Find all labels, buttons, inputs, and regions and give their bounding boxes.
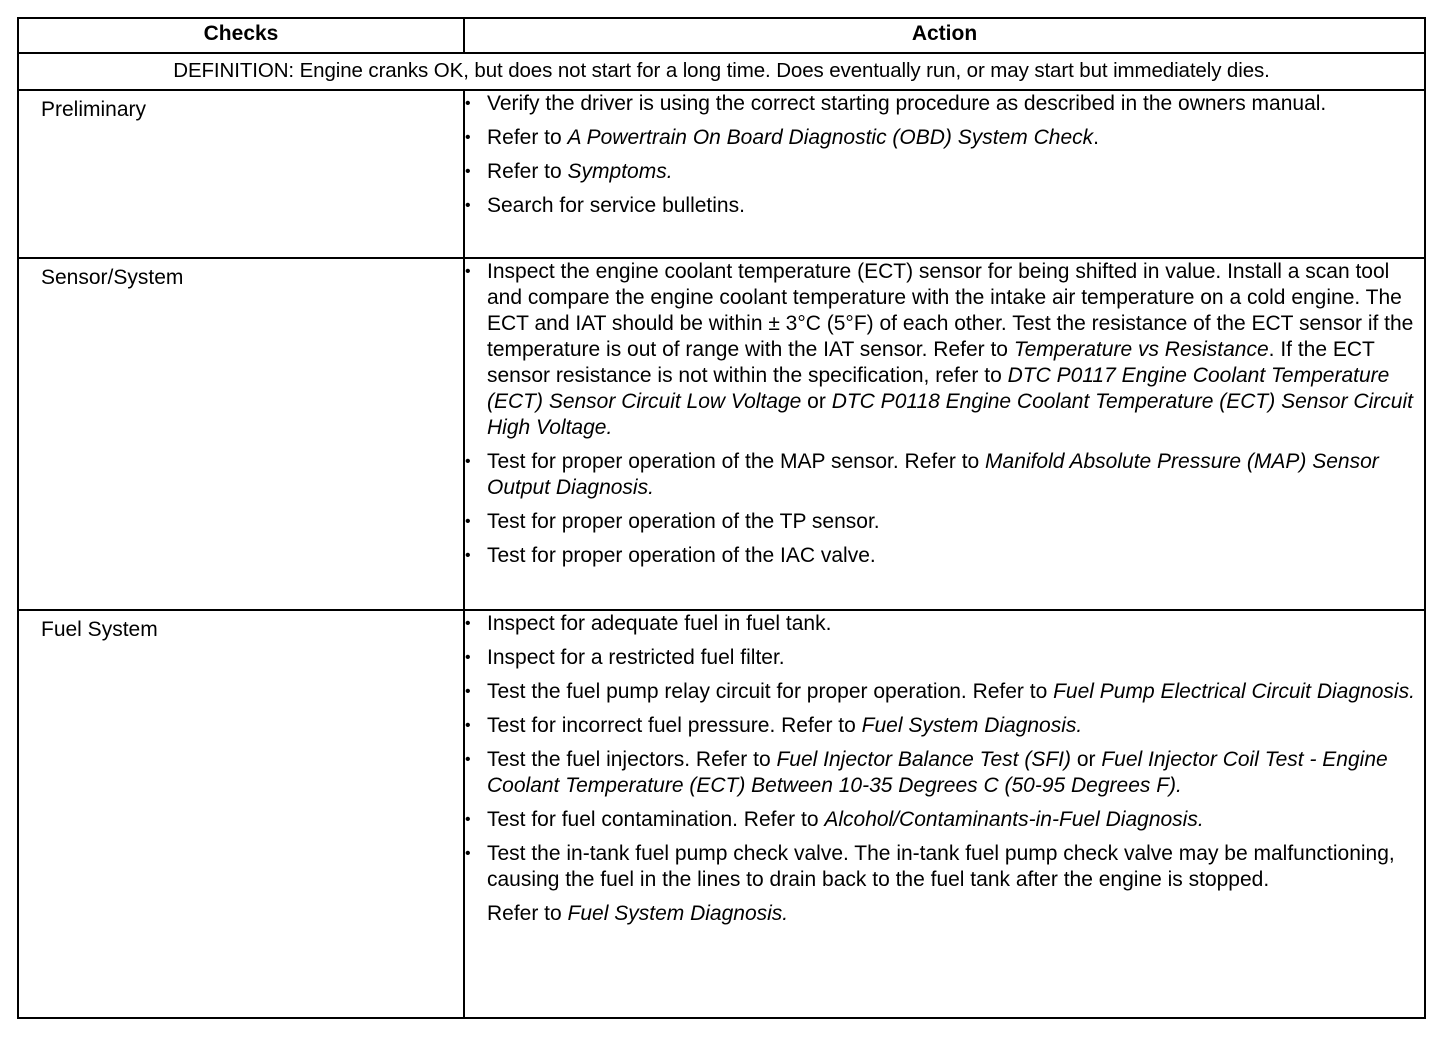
bullet-icon: • <box>465 547 471 564</box>
bullet-icon: • <box>465 95 471 112</box>
reference-link: A Powertrain On Board Diagnostic (OBD) System Check <box>567 126 1094 149</box>
action-item: • Test the fuel pump relay circuit for proper operation. Refer to Fuel Pump Electrical Circuit Diagnosis. <box>465 680 1415 703</box>
reference-link: Manifold Absolute Pressure (MAP) Sensor Output Diagnosis. <box>487 450 1379 499</box>
action-item: • Inspect the engine coolant temperature (ECT) sensor for being shifted in value. Install a scan tool and compare the engine coolant temperature with the intake air temperature on a cold engine. The ECT and IAT should be within ± 3°C (5°F) of each other. Test the resistance of the ECT sensor if the temperature is out of range with the IAT sensor. Refer to Temperature vs Resistance. If the ECT sensor resistance is not within the specification, refer to DTC P0117 Engine Coolant Temperature (ECT) Sensor Circuit Low Voltage or DTC P0118 Engine Coolant Temperature (ECT) Sensor Circuit High Voltage. <box>465 260 1414 439</box>
action-item: • Test for fuel contamination. Refer to Alcohol/Contaminants-in-Fuel Diagnosis. <box>465 808 1204 831</box>
action-list <box>465 91 1424 219</box>
check-label: Preliminary <box>41 98 147 121</box>
bullet-icon: • <box>465 811 471 828</box>
reference-link: Fuel Pump Electrical Circuit Diagnosis. <box>1053 680 1415 703</box>
bullet-icon: • <box>465 163 471 180</box>
table-header-row <box>18 18 1425 53</box>
reference-link: Fuel System Diagnosis. <box>861 714 1083 737</box>
reference-link: Fuel Injector Balance Test (SFI) <box>776 748 1071 771</box>
bullet-icon: • <box>465 263 471 280</box>
action-item: • Refer to Symptoms. <box>465 160 673 183</box>
bullet-icon: • <box>465 615 471 632</box>
action-item: • Test the fuel injectors. Refer to Fuel Injector Balance Test (SFI) or Fuel Injector Coil Test - Engine Coolant Temperature (ECT) Between 10-35 Degrees C (50-95 Degrees F). <box>465 748 1388 797</box>
bullet-icon: • <box>465 513 471 530</box>
action-item: • Test the in-tank fuel pump check valve. The in-tank fuel pump check valve may be malfunctioning, causing the fuel in the lines to drain back to the fuel tank after the engine is stopped. <box>465 842 1395 891</box>
action-item: • Test for incorrect fuel pressure. Refer to Fuel System Diagnosis. <box>465 714 1083 737</box>
header-action: Action <box>464 18 1425 53</box>
table-row-fuel-system <box>18 610 1425 1018</box>
check-label: Sensor/System <box>41 266 184 289</box>
action-list <box>465 611 1424 927</box>
bullet-icon: • <box>465 751 471 768</box>
definition-text: DEFINITION: Engine cranks OK, but does not start for a long time. Does eventually run, or may start but immediately dies. <box>18 53 1425 90</box>
reference-link: Alcohol/Contaminants-in-Fuel Diagnosis. <box>824 808 1204 831</box>
bullet-icon: • <box>465 453 471 470</box>
bullet-icon: • <box>465 845 471 862</box>
action-item: • Test for proper operation of the TP sensor. <box>465 510 880 533</box>
bullet-icon: • <box>465 649 471 666</box>
action-item: • Verify the driver is using the correct starting procedure as described in the owners manual. <box>465 92 1327 115</box>
table-row-sensor-system <box>18 258 1425 610</box>
bullet-icon: • <box>465 197 471 214</box>
action-item: • Inspect for a restricted fuel filter. <box>465 646 785 669</box>
reference-link: Fuel Injector Coil Test - Engine Coolant Temperature (ECT) Between 10-35 Degrees C (50-95 Degrees F). <box>487 748 1388 797</box>
action-item: • Refer to A Powertrain On Board Diagnostic (OBD) System Check. <box>465 126 1099 149</box>
definition-row <box>18 53 1425 90</box>
reference-link: Symptoms. <box>567 160 673 183</box>
action-list <box>465 259 1424 569</box>
action-item: • Test for proper operation of the IAC valve. <box>465 544 876 567</box>
action-item: • Test for proper operation of the MAP sensor. Refer to Manifold Absolute Pressure (MAP) Sensor Output Diagnosis. <box>465 450 1379 499</box>
bullet-icon: • <box>465 717 471 734</box>
reference-link: DTC P0118 Engine Coolant Temperature (ECT) Sensor Circuit High Voltage. <box>487 390 1413 439</box>
action-item: • Inspect for adequate fuel in fuel tank. <box>465 612 832 635</box>
diagnostic-table <box>17 17 1426 1019</box>
header-checks: Checks <box>18 18 464 53</box>
reference-link: DTC P0117 Engine Coolant Temperature (ECT) Sensor Circuit Low Voltage <box>487 364 1390 413</box>
reference-link: Temperature vs Resistance <box>1013 338 1269 361</box>
reference-link: Fuel System Diagnosis. <box>567 902 789 925</box>
bullet-icon: • <box>465 683 471 700</box>
bullet-icon: • <box>465 129 471 146</box>
action-item: • Search for service bulletins. <box>465 194 745 217</box>
check-label: Fuel System <box>41 618 158 641</box>
table-row-preliminary <box>18 90 1425 258</box>
action-item-continuation: Refer to Fuel System Diagnosis. <box>487 902 789 925</box>
